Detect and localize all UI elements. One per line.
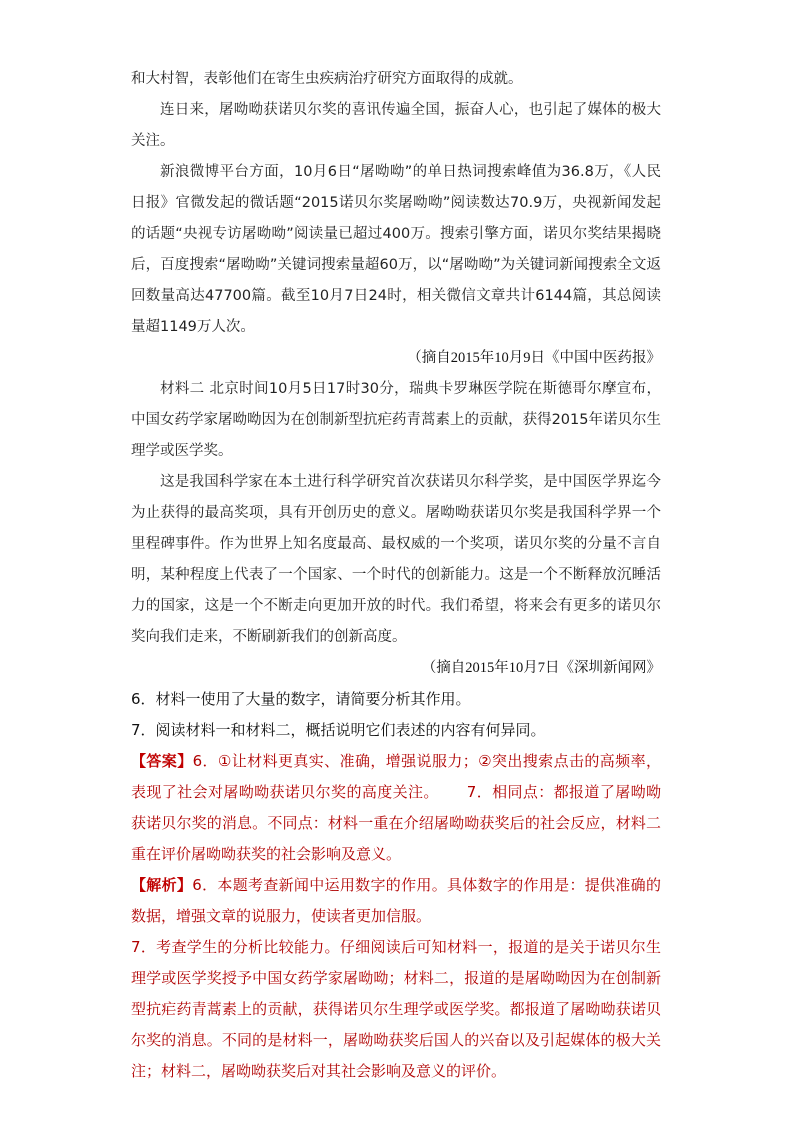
question-6: 6．材料一使用了大量的数字，请简要分析其作用。 [131,690,471,708]
material2-source: （摘自2015年10月7日《深圳新闻网》 [421,660,661,676]
analysis-part-7: 7．考查学生的分析比较能力。仔细阅读后可知材料一，报道的是关于诺贝尔生理学或医学奖授予中国女药学家屠呦呦；材料二，报道的是屠呦呦因为在创制新型抗疟药青蒿素上的贡献，获得诺贝尔生理学或医学奖。都报道了屠呦呦获诺贝尔奖的消息。不同的是材料一，屠呦呦获奖后国人的兴奋以及引起媒体的极大关注；材料二，屠呦呦获奖后对其社会影响及意义的评价。 [131,938,661,1080]
analysis-part-6: 6．本题考查新闻中运用数字的作用。具体数字的作用是：提供准确的数据，增强文章的说服力，使读者更加信服。 [131,876,661,925]
question-7: 7．阅读材料一和材料二，概括说明它们表述的内容有何异同。 [131,721,546,739]
material1-continued-line: 和大村智，表彰他们在寄生虫疾病治疗研究方面取得的成就。 [131,71,523,87]
material1-paragraph-2: 新浪微博平台方面，10月6日“屠呦呦”的单日热词搜索峰值为36.8万，《人民日报》官微发起的微话题“2015诺贝尔奖屠呦呦”阅读数达70.9万，央视新闻发起的话题“央视专访屠呦呦”阅读量已超过400万。搜索引擎方面，诺贝尔奖结果揭晓后，百度搜索“屠呦呦”关键词搜索量超60万，以“屠呦呦”为关键词新闻搜索全文返回数量高达47700篇。截至10月7日24时，相关微信文章共计6144篇，其总阅读量超1149万人次。 [131,164,661,335]
answer-block [131,746,661,870]
material2-paragraph-1: 材料二 北京时间10月5日17时30分，瑞典卡罗琳医学院在斯德哥尔摩宣布，中国女药学家屠呦呦因为在创制新型抗疟药青蒿素上的贡献，获得2015年诺贝尔生理学或医学奖。 [131,381,661,459]
analysis-tag: 【解析】 [131,876,193,894]
answer-part-7: 7．相同点：都报道了屠呦呦获诺贝尔奖的消息。不同点：材料一重在介绍屠呦呦获奖后的社会反应，材料二重在评价屠呦呦获奖的社会影响及意义。 [131,783,661,863]
analysis-block-6 [131,870,661,932]
answer-part-6: 6．①让材料更真实、准确，增强说服力；②突出搜索点击的高频率，表现了社会对屠呦呦获诺贝尔奖的高度关注。 [131,752,661,801]
material2-paragraph-2: 这是我国科学家在本土进行科学研究首次获诺贝尔科学奖，是中国医学界迄今为止获得的最高奖项，具有开创历史的意义。屠呦呦获诺贝尔奖是我国科学界一个里程碑事件。作为世界上知名度最高、最权威的一个奖项，诺贝尔奖的分量不言自明，某种程度上代表了一个国家、一个时代的创新能力。这是一个不断释放沉睡活力的国家，这是一个不断走向更加开放的时代。我们希望，将来会有更多的诺贝尔奖向我们走来，不断刷新我们的创新高度。 [131,474,661,645]
answer-tag: 【答案】 [131,752,193,770]
material1-paragraph-1: 连日来，屠呦呦获诺贝尔奖的喜讯传遍全国，振奋人心，也引起了媒体的极大关注。 [131,102,661,149]
document-content [131,64,661,1087]
material1-source: （摘自2015年10月9日《中国中医药报》 [407,350,661,366]
